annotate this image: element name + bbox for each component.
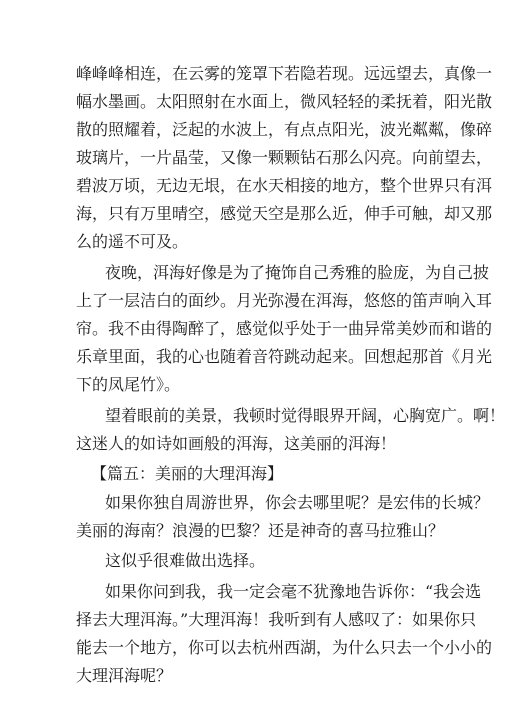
text-line	[0, 372, 500, 398]
text-line	[0, 89, 500, 115]
line-text: 这迷人的如诗如画般的洱海，这美丽的洱海！	[76, 434, 397, 453]
text-line	[0, 518, 500, 544]
line-text: 峰峰峰相连，在云雾的笼罩下若隐若现。远远望去，真像一	[76, 64, 493, 83]
line-text: 夜晚，洱海好像是为了掩饰自己秀雅的脸庞，为自己披	[105, 263, 490, 282]
text-line	[0, 635, 500, 661]
line-text: 这似乎很难做出选择。	[105, 551, 266, 570]
text-line	[0, 61, 500, 87]
text-line	[0, 260, 500, 286]
line-text: 玻璃片，一片晶莹，又像一颗颗钻石那么闪亮。向前望去，	[76, 148, 493, 167]
text-line	[0, 229, 500, 255]
line-text: 乐章里面，我的心也随着音符跳动起来。回想起那首《月光	[76, 347, 493, 366]
line-text: 幅水墨画。太阳照射在水面上，微风轻轻的柔抚着，阳光散	[76, 92, 493, 111]
line-text: 上了一层洁白的面纱。月光弥漫在洱海，悠悠的笛声响入耳	[76, 291, 493, 310]
line-text: 大理洱海呢？	[76, 666, 173, 685]
text-line	[0, 403, 505, 429]
line-text: 帘。我不由得陶醉了，感觉似乎处于一曲异常美妙而和谐的	[76, 319, 493, 338]
line-text: 能去一个地方，你可以去杭州西湖，为什么只去一个小小的	[76, 638, 493, 657]
line-text: 如果你独自周游世界，你会去哪里呢？是宏伟的长城？	[105, 493, 490, 512]
line-text: 择去大理洱海。”大理洱海！我听到有人感叹了：如果你只	[76, 610, 477, 629]
line-text: 碧波万顷，无边无垠，在水天相接的地方，整个世界只有洱	[76, 176, 493, 195]
text-line	[0, 117, 500, 143]
line-text: 美丽的海南？浪漫的巴黎？还是神奇的喜马拉雅山？	[76, 521, 445, 540]
text-line	[0, 288, 500, 314]
text-line	[0, 607, 500, 633]
text-line	[0, 316, 500, 342]
line-text: 海，只有万里晴空，感觉天空是那么近，伸手可触，却又那	[76, 204, 493, 223]
text-line	[0, 173, 500, 199]
text-line	[0, 201, 500, 227]
section-heading-text: 【篇五：美丽的大理洱海】	[91, 464, 284, 483]
text-line	[0, 490, 500, 516]
text-line	[0, 431, 500, 457]
text-line	[0, 663, 500, 689]
text-line	[0, 579, 500, 605]
text-line	[0, 145, 500, 171]
section-heading	[0, 461, 500, 487]
text-line	[0, 548, 500, 574]
line-text: 散的照耀着，泛起的水波上，有点点阳光，波光粼粼，像碎	[76, 120, 493, 139]
line-text: 么的遥不可及。	[76, 232, 189, 251]
line-text: 望着眼前的美景，我顿时觉得眼界开阔，心胸宽广。啊！	[105, 406, 505, 425]
line-text: 如果你问到我，我一定会毫不犹豫地告诉你：“我会选	[105, 582, 482, 601]
text-line	[0, 344, 500, 370]
line-text: 下的凤尾竹》。	[76, 375, 181, 394]
